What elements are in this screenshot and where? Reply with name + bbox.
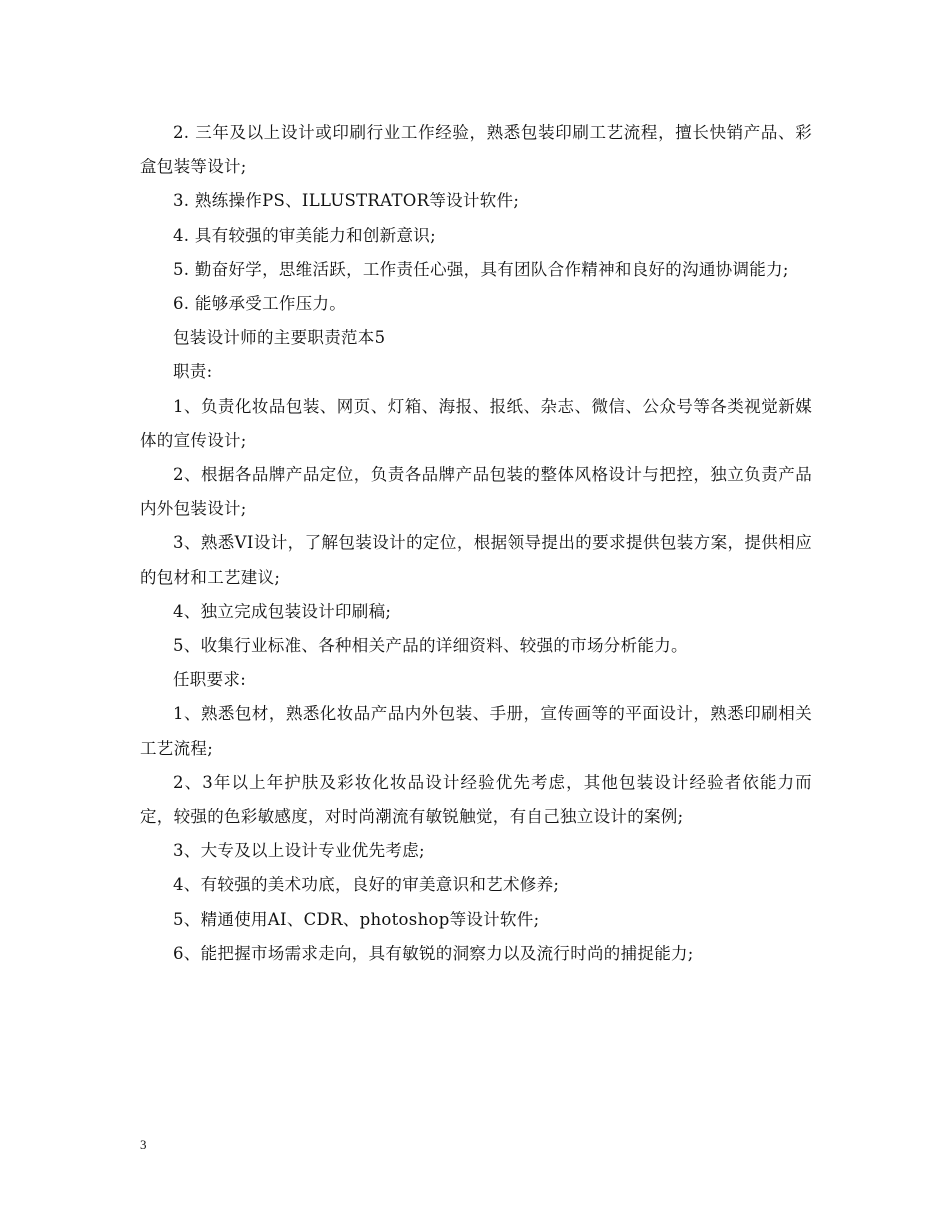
qualification-item-4: 4、有较强的美术功底，良好的审美意识和艺术修养;	[173, 875, 560, 895]
document-body	[140, 116, 812, 971]
qualification-item-3: 3、大专及以上设计专业优先考虑;	[173, 841, 425, 861]
requirement-item-6: 6. 能够承受工作压力。	[173, 294, 347, 314]
page-number: 3	[140, 1137, 147, 1152]
requirement-item-2: 2. 三年及以上设计或印刷行业工作经验，熟悉包装印刷工艺流程，擅长快销产品、彩盒包装等设计;	[140, 123, 812, 177]
duties-heading: 职责:	[173, 362, 213, 382]
qualification-item-6: 6、能把握市场需求走向，具有敏锐的洞察力以及流行时尚的捕捉能力;	[173, 943, 694, 963]
duty-item-5: 5、收集行业标准、各种相关产品的详细资料、较强的市场分析能力。	[173, 636, 688, 656]
requirement-item-5: 5. 勤奋好学，思维活跃，工作责任心强，具有团队合作精神和良好的沟通协调能力;	[173, 259, 789, 279]
qualification-item-1: 1、熟悉包材，熟悉化妆品产品内外包装、手册，宣传画等的平面设计，熟悉印刷相关工艺流程;	[140, 704, 812, 758]
qualification-item-2: 2、3年以上年护肤及彩妆化妆品设计经验优先考虑，其他包装设计经验者依能力而定，较强的色彩敏感度，对时尚潮流有敏锐触觉，有自己独立设计的案例;	[140, 772, 812, 827]
qualifications-heading: 任职要求:	[173, 670, 247, 690]
requirement-item-4: 4. 具有较强的审美能力和创新意识;	[173, 225, 436, 245]
section-heading: 包装设计师的主要职责范本5	[173, 328, 386, 348]
duty-item-3: 3、熟悉VI设计，了解包装设计的定位，根据领导提出的要求提供包装方案，提供相应的包材和工艺建议;	[140, 533, 812, 587]
duty-item-2: 2、根据各品牌产品定位，负责各品牌产品包装的整体风格设计与把控，独立负责产品内外包装设计;	[140, 465, 812, 519]
requirement-item-3: 3. 熟练操作PS、ILLUSTRATOR等设计软件;	[173, 191, 520, 211]
qualification-item-5: 5、精通使用AI、CDR、photoshop等设计软件;	[173, 909, 540, 929]
duty-item-1: 1、负责化妆品包装、网页、灯箱、海报、报纸、杂志、微信、公众号等各类视觉新媒体的宣传设计;	[140, 396, 812, 450]
duty-item-4: 4、独立完成包装设计印刷稿;	[173, 601, 392, 621]
